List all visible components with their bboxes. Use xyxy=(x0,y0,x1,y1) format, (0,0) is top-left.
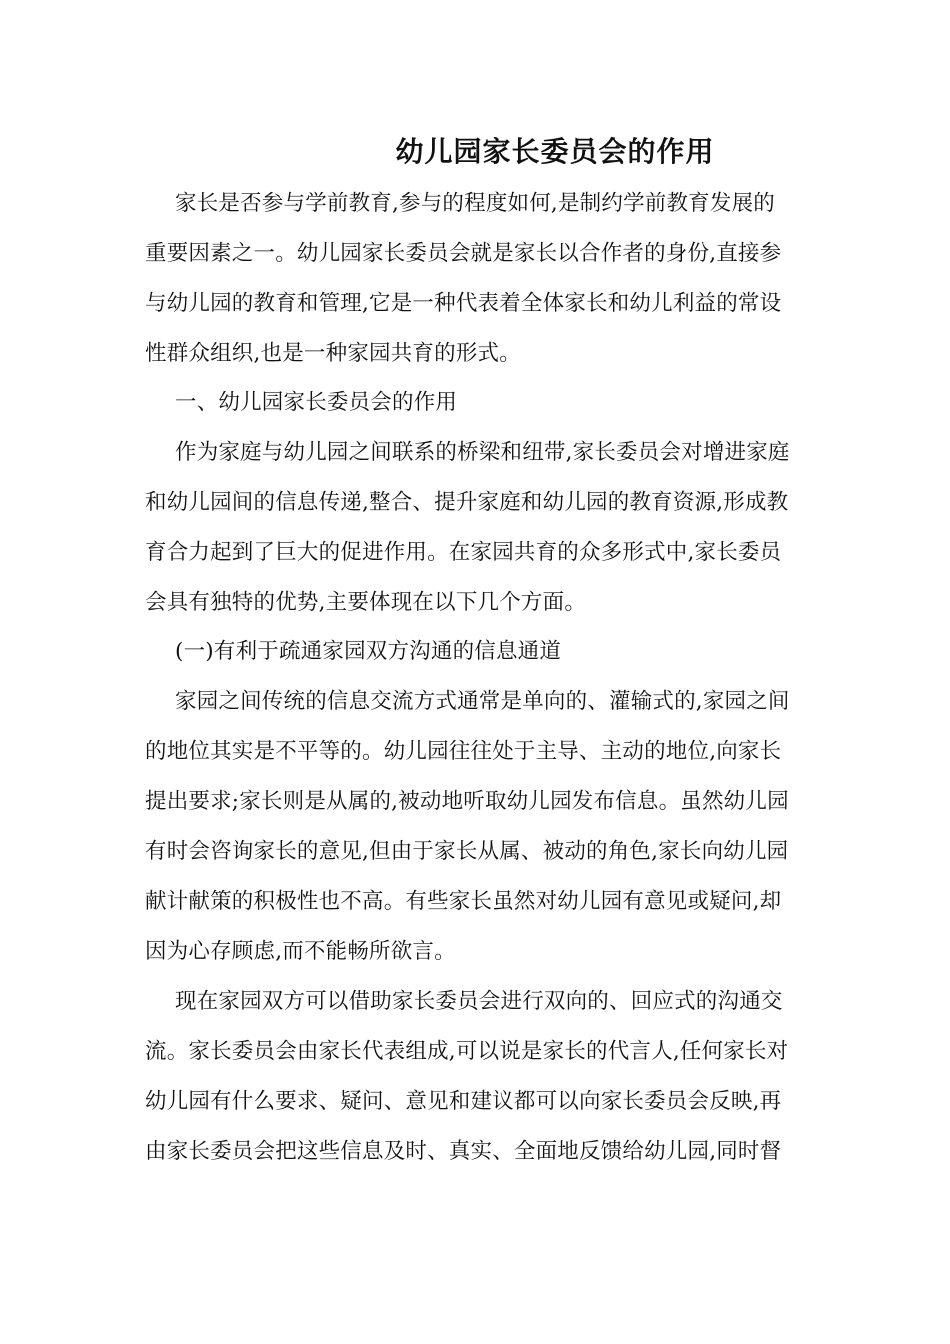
text-line: 献计献策的积极性也不高。有些家长虽然对幼儿园有意见或疑问,却 xyxy=(145,889,782,914)
subsection-heading: (一)有利于疏通家园双方沟通的信息通道 xyxy=(175,639,562,664)
text-line: 重要因素之一。幼儿园家长委员会就是家长以合作者的身份,直接参 xyxy=(145,241,782,266)
text-line: 因为心存顾虑,而不能畅所欲言。 xyxy=(145,939,456,964)
text-line: 提出要求;家长则是从属的,被动地听取幼儿园发布信息。虽然幼儿园 xyxy=(145,789,789,814)
text-line: 家长是否参与学前教育,参与的程度如何,是制约学前教育发展的 xyxy=(175,191,775,216)
document-title: 幼儿园家长委员会的作用 xyxy=(395,135,715,168)
text-line: 作为家庭与幼儿园之间联系的桥梁和纽带,家长委员会对增进家庭 xyxy=(175,440,790,465)
text-line: 和幼儿园间的信息传递,整合、提升家庭和幼儿园的教育资源,形成教 xyxy=(145,490,789,515)
text-line: 育合力起到了巨大的促进作用。在家园共育的众多形式中,家长委员 xyxy=(145,540,782,565)
text-line: 的地位其实是不平等的。幼儿园往往处于主导、主动的地位,向家长 xyxy=(145,739,782,764)
text-line: 现在家园双方可以借助家长委员会进行双向的、回应式的沟通交 xyxy=(175,989,783,1014)
text-line: 流。家长委员会由家长代表组成,可以说是家长的代言人,任何家长对 xyxy=(145,1039,789,1064)
text-line: 由家长委员会把这些信息及时、真实、全面地反馈给幼儿园,同时督 xyxy=(145,1139,782,1164)
section-heading: 一、幼儿园家长委员会的作用 xyxy=(175,390,458,415)
text-line: 有时会咨询家长的意见,但由于家长从属、被动的角色,家长向幼儿园 xyxy=(145,839,789,864)
text-line: 幼儿园有什么要求、疑问、意见和建议都可以向家长委员会反映,再 xyxy=(145,1089,782,1114)
text-line: 与幼儿园的教育和管理,它是一种代表着全体家长和幼儿利益的常设 xyxy=(145,291,782,316)
text-line: 性群众组织,也是一种家园共育的形式。 xyxy=(145,341,521,366)
text-line: 会具有独特的优势,主要体现在以下几个方面。 xyxy=(145,590,587,615)
text-line: 家园之间传统的信息交流方式通常是单向的、灌输式的,家园之间 xyxy=(175,689,790,714)
